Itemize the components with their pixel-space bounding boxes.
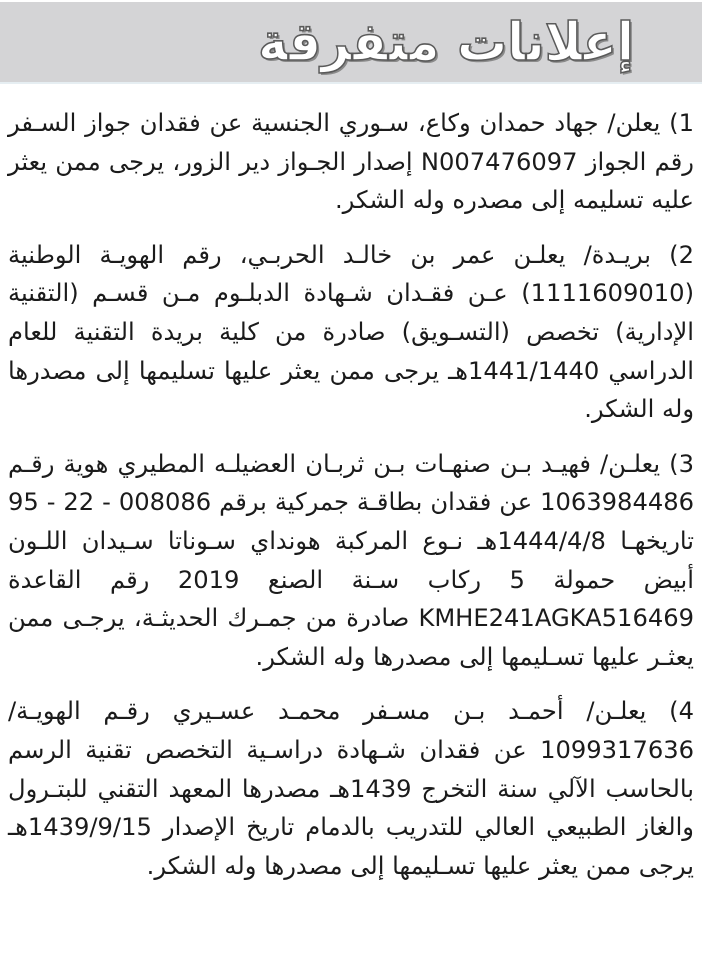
announcement-number: 3) bbox=[669, 449, 694, 478]
announcement-item bbox=[8, 445, 696, 677]
announcement-item bbox=[8, 692, 696, 885]
announcement-text: يعلن/ جهاد حمدان وكاع، سـوري الجنسية عن فقدان جواز السـفر رقم الجواز N007476097 إصدار الجـواز دير الزور، يرجى ممن يعثر عليه تسليمه إلى مصدره وله الشكر. bbox=[8, 109, 694, 215]
announcement-number: 1) bbox=[669, 109, 694, 137]
announcement-text: يعلـن/ فهيـد بـن صنهـات بـن ثربـان العضيلـه المطيري هوية رقـم 1063984486 عن فقدان بطاقـة جمركية برقم 008086 - 22 - 95 تاريخهـا 1444/4/8هـ نـوع المركبة هونداي سـوناتا سـيدان اللـون أبيض حمولة 5 ركاب سـنة الصنع 2019 رقم القاعدة KMHE241AGKA516469 صادرة من جمـرك الحديثـة، يرجـى ممن يعثـر عليها تسـليمها إلى مصدرها وله الشكر. bbox=[8, 449, 695, 671]
announcement-text: بريـدة/ يعلـن عمر بن خالـد الحربـي، رقم الهويـة الوطنية (1111609010) عـن فقـدان شـهادة الدبلـوم مـن قسـم (التقنية الإدارية) تخصص (التسـويق) صادرة من كلية بريدة التقنية للعام الدراسي 1441/1440هـ يرجى ممن يعثر عليها تسليمها إلى مصدرها وله الشكر. bbox=[8, 240, 694, 424]
announcement-text: يعلـن/ أحمـد بـن مسـفر محمـد عسـيري رقـم الهويـة/ 1099317636 عن فقدان شـهادة دراسـية التخصص تقنية الرسم بالحاسب الآلي سنة التخرج 1439هـ مصدرها المعهد التقني للبتـرول والغاز الطبيعي العالي للتدريب بالدمام تاريخ الإصدار 1439/9/15هـ يرجى ممن يعثر عليها تسـليمها إلى مصدرها وله الشكر. bbox=[8, 697, 694, 880]
announcements-list bbox=[8, 104, 696, 899]
announcement-number: 4) bbox=[669, 697, 694, 726]
announcement-item bbox=[8, 104, 696, 220]
announcement-number: 2) bbox=[669, 240, 694, 269]
announcement-item bbox=[8, 236, 696, 429]
section-title: إعلانات متفرقة bbox=[258, 11, 634, 73]
section-header-band bbox=[0, 2, 702, 84]
